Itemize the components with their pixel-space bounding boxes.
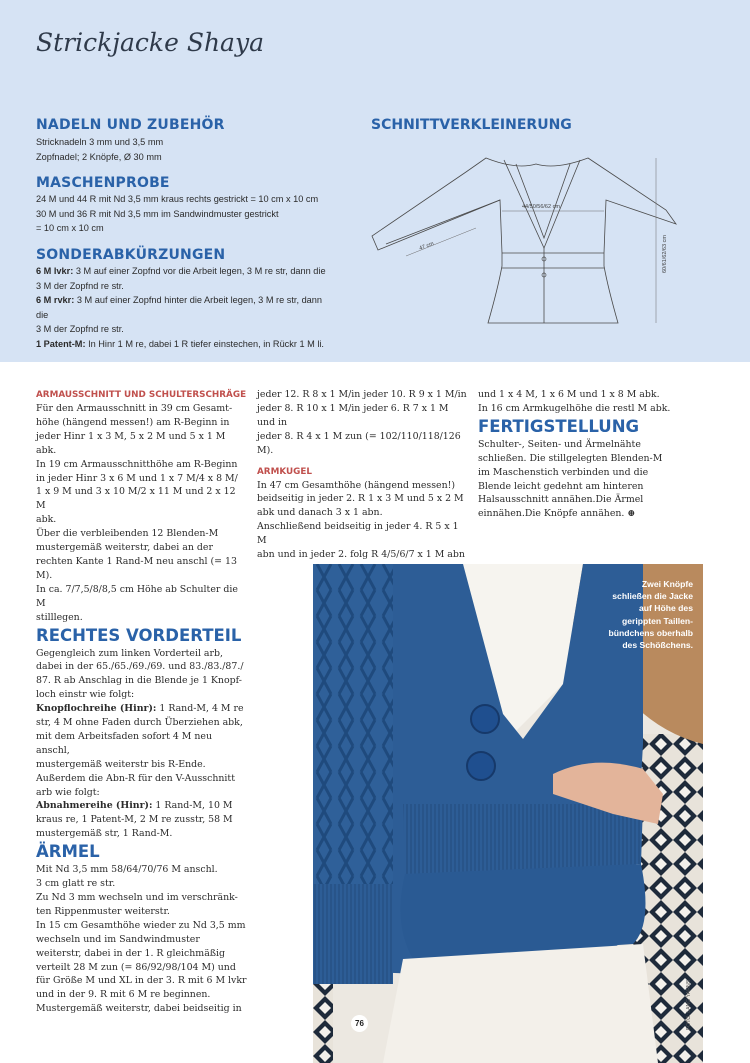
text-line: schließen. Die stillgelegten Blenden-M: [478, 452, 663, 464]
end-mark-icon: ⊕: [627, 508, 636, 520]
photo-credit: FOTO: LANG YARNS: [686, 979, 692, 1030]
armkugel-heading: ARMKUGEL: [257, 466, 312, 477]
text-line: und in der 9. R mit 6 M re beginnen.: [36, 989, 211, 1001]
neckline-inner: [516, 164, 570, 238]
text-line: In 15 cm Gesamthöhe wieder zu Nd 3,5 mm: [36, 919, 246, 931]
text-line: Schulter-, Seiten- und Ärmelnähte: [478, 438, 641, 450]
sonder-heading: SONDERABKÜRZUNGEN: [36, 247, 226, 263]
text-line: beidseitig in jeder 2. R 1 x 3 M und 5 x 2 M: [257, 493, 464, 505]
text-line: In 47 cm Gesamthöhe (hängend messen!): [257, 479, 456, 491]
schnitt-heading: SCHNITTVERKLEINERUNG: [371, 117, 572, 133]
text-line: Knopflochreihe (Hinr): 1 Rand-M, 4 M re: [36, 703, 244, 715]
armausschnitt-heading: ARMAUSSCHNITT UND SCHULTERSCHRÄGE: [36, 390, 247, 400]
text-line: 87. R ab Anschlag in die Blende je 1 Knopf-: [36, 675, 242, 687]
text-line: Mustergemäß weiterstr, dabei beidseitig in: [36, 1003, 242, 1015]
text-line: abk.: [36, 514, 57, 526]
maschenprobe-line: 30 M und 36 R mit Nd 3,5 mm im Sandwindmuster gestrickt: [36, 208, 279, 219]
text-line: 3 cm glatt re str.: [36, 878, 116, 890]
sonder-line: 6 M lvkr: 3 M auf einer Zopfnd vor die Arbeit legen, 3 M re str, dann die: [36, 266, 326, 276]
text-line: Blende leicht gedehnt am hinteren: [478, 480, 644, 492]
sonder-line: 1 Patent-M: In Hinr 1 M re, dabei 1 R tiefer einstechen, in Rückr 1 M li.: [36, 338, 324, 349]
text-line: str, 4 M ohne Faden durch Überziehen abk,: [36, 717, 243, 729]
sleeve-cuff: [313, 884, 393, 984]
text-line: loch einstr wie folgt:: [36, 689, 135, 701]
text-line: arb wie folgt:: [36, 786, 100, 798]
text-line: mit dem Arbeitsfaden sofort 4 M neu anschl,: [36, 730, 213, 756]
text-line: mustergemäß weiterstr bis R-Ende.: [36, 758, 206, 770]
text-line: mustergemäß weiterstr, dabei an der: [36, 542, 213, 554]
photo-caption: Zwei Knöpfe schließen die Jacke auf Höhe des gerippten Taillen- bündchens oberhalb des Schößchens.: [608, 579, 693, 651]
text-line: jeder 12. R 8 x 1 M/in jeder 10. R 9 x 1 M/in: [257, 389, 467, 400]
garment-outline: [372, 158, 676, 323]
text-line: im Maschenstich verbinden und die: [478, 466, 649, 478]
nadeln-text: [36, 135, 336, 164]
text-line: mustergemäß str, 1 Rand-M.: [36, 828, 173, 840]
maschenprobe-text: [36, 192, 336, 236]
text-line: Gegengleich zum linken Vorderteil arb,: [36, 647, 223, 659]
pattern-schematic: [366, 138, 696, 348]
text-line: Halsausschnitt annähen.Die Ärmel: [478, 494, 644, 506]
nadeln-heading: NADELN UND ZUBEHÖR: [36, 117, 225, 133]
text-line: wechseln und im Sandwindmuster: [36, 933, 200, 945]
button-lower: [467, 752, 495, 780]
text-line: abn und in jeder 2. folg R 4/5/6/7 x 1 M abn: [257, 549, 465, 561]
maschenprobe-line: 24 M und 44 R mit Nd 3,5 mm kraus rechts gestrickt = 10 cm x 10 cm: [36, 194, 319, 204]
sleeve-seam: [386, 200, 500, 244]
waist-band: [403, 804, 643, 874]
sonder-line: 3 M der Zopfnd re str.: [36, 324, 124, 334]
text-line: Außerdem die Abn-R für den V-Ausschnitt: [36, 772, 235, 784]
text-line: verteilt 28 M zun (= 86/92/98/104 M) und: [36, 961, 236, 973]
text-line: für Größe M und XL in der 3. R mit 6 M lvkr: [36, 975, 247, 987]
rechtes-vorderteil-heading: RECHTES VORDERTEIL: [36, 625, 242, 645]
text-line: weiterstr, dabei in der 1. R gleichmäßig: [36, 947, 226, 959]
text-line: jeder 8. R 10 x 1 M/in jeder 6. R 7 x 1 M und in: [257, 402, 449, 428]
text-line: ten Rippenmuster weiterstr.: [36, 905, 170, 917]
peplum: [401, 864, 646, 959]
text-line: jeder Hinr 1 x 3 M, 5 x 2 M und 5 x 1 M abk.: [36, 430, 226, 456]
nadeln-line: Zopfnadel; 2 Knöpfe, Ø 30 mm: [36, 151, 162, 162]
text-line: Für den Armausschnitt in 39 cm Gesamt-: [36, 403, 233, 414]
text-line: jeder 8. R 4 x 1 M zun (= 102/110/118/126 M).: [257, 430, 461, 456]
page-number: 76: [351, 1015, 368, 1032]
text-line: rechten Kante 1 Rand-M neu anschl (= 13 M).: [36, 555, 237, 581]
nadeln-line: Stricknadeln 3 mm und 3,5 mm: [36, 137, 164, 147]
maschenprobe-heading: MASCHENPROBE: [36, 175, 170, 191]
text-line: Abnahmereihe (Hinr): 1 Rand-M, 10 M: [36, 800, 233, 812]
text-line: In 19 cm Armausschnitthöhe am R-Beginn: [36, 458, 238, 470]
aermel-heading: ÄRMEL: [36, 842, 100, 862]
text-column-2: [257, 388, 469, 562]
sonder-line: 3 M der Zopfnd re str.: [36, 280, 124, 291]
width-label: 44/50/56/62 cm: [522, 204, 560, 210]
sonder-text: [36, 264, 336, 351]
text-line: abk und danach 3 x 1 abn.: [257, 507, 383, 519]
text-line: kraus re, 1 Patent-M, 2 M re zusstr, 58 M: [36, 814, 233, 826]
text-line: einnähen.Die Knöpfe annähen. ⊕: [478, 508, 636, 520]
text-column-3: [478, 388, 703, 521]
text-line: In ca. 7/7,5/8/8,5 cm Höhe ab Schulter die M: [36, 583, 238, 609]
text-line: stilllegen.: [36, 611, 83, 623]
sleeve-label: 47 cm: [418, 240, 435, 252]
text-column-1: [36, 388, 248, 1016]
height-label: 60/61/62/63 cm: [662, 235, 668, 273]
cardigan-photo: [313, 564, 703, 1063]
text-line: Mit Nd 3,5 mm 58/64/70/76 M anschl.: [36, 864, 218, 876]
text-line: und 1 x 4 M, 1 x 6 M und 1 x 8 M abk.: [478, 389, 660, 400]
maschenprobe-line: = 10 cm x 10 cm: [36, 223, 104, 233]
text-line: dabei in der 65./65./69./69. und 83./83./87./: [36, 661, 244, 673]
text-line: Über die verbleibenden 12 Blenden-M: [36, 528, 219, 540]
text-line: höhe (hängend messen!) am R-Beginn in: [36, 416, 230, 428]
white-trousers: [383, 944, 658, 1063]
page-title: Strickjacke Shaya: [36, 28, 264, 57]
fertigstellung-heading: FERTIGSTELLUNG: [478, 416, 640, 436]
text-line: Zu Nd 3 mm wechseln und im verschränk-: [36, 892, 238, 903]
sonder-line: 6 M rvkr: 3 M auf einer Zopfnd hinter die Arbeit legen, 3 M re str, dann die: [36, 295, 323, 320]
text-line: Anschließend beidseitig in jeder 4. R 5 x 1 M: [257, 521, 459, 547]
text-line: in jeder Hinr 3 x 6 M und 1 x 7 M/4 x 8 M/: [36, 472, 238, 484]
button-upper: [471, 705, 499, 733]
text-line: In 16 cm Armkugelhöhe die restl M abk.: [478, 402, 671, 414]
text-line: 1 x 9 M und 3 x 10 M/2 x 11 M und 2 x 12 M: [36, 486, 236, 512]
